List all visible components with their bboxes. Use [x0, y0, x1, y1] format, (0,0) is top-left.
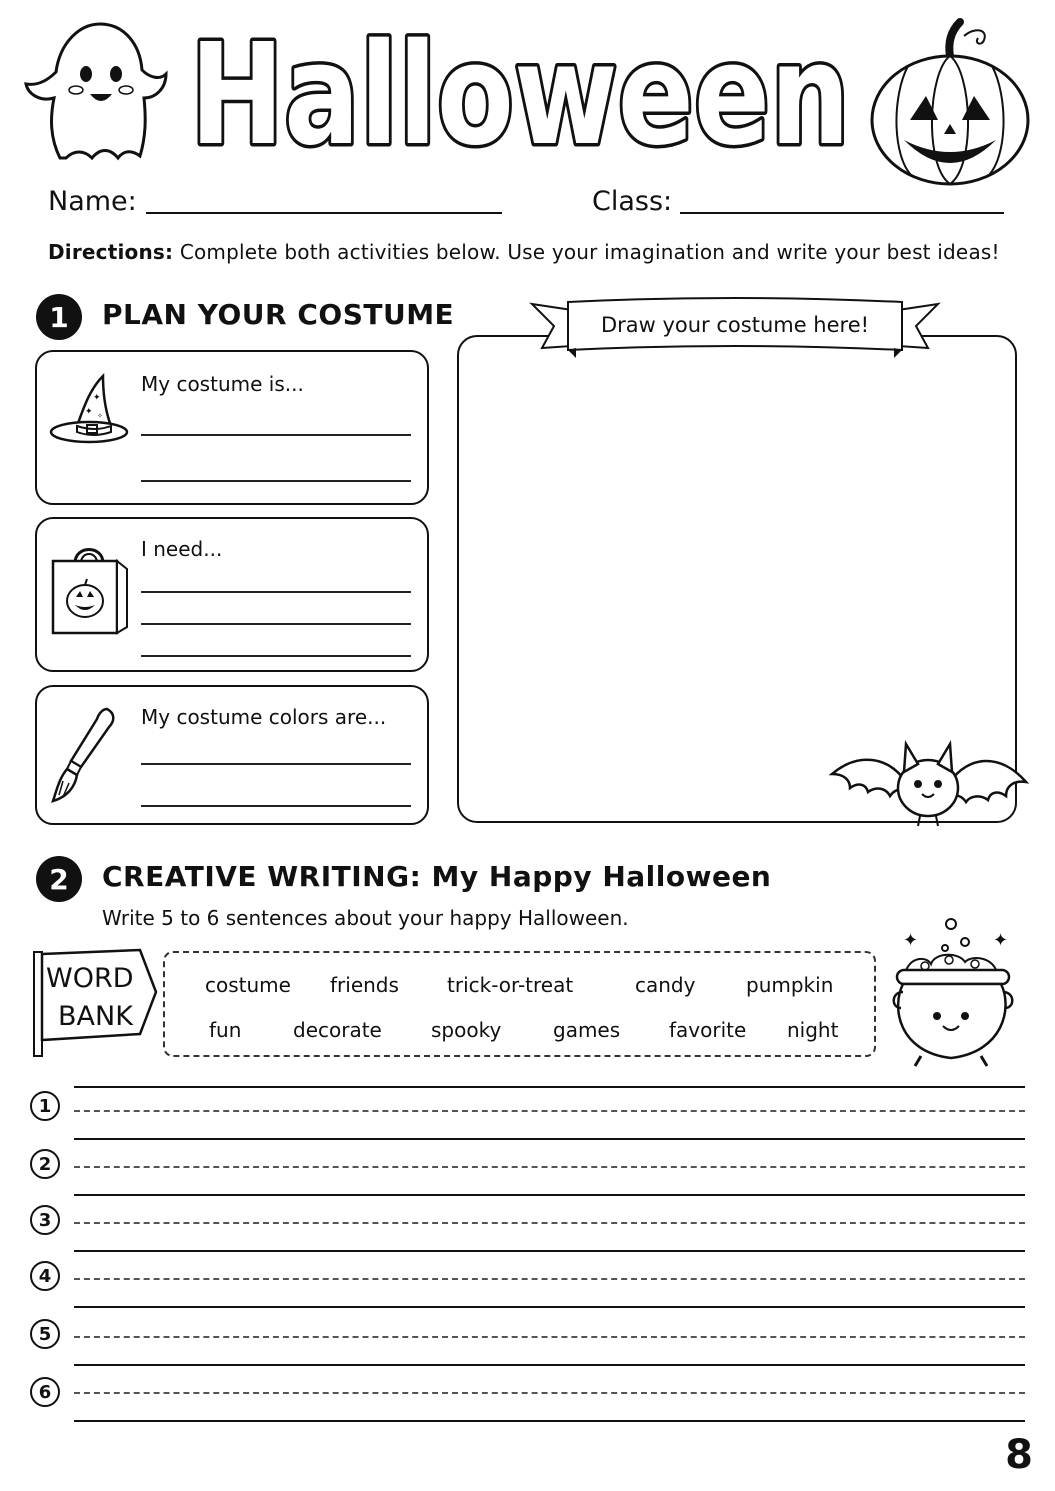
section-2-title	[102, 860, 771, 893]
page-number: 8	[1005, 1432, 1033, 1478]
line-number-badge: 4	[30, 1261, 60, 1291]
writing-line-6[interactable]	[30, 1366, 1025, 1422]
svg-text:✦: ✦	[93, 393, 101, 403]
word-bank-label-2: BANK	[58, 1001, 133, 1032]
costume-line-2[interactable]	[141, 480, 411, 482]
svg-text:Halloween: Halloween	[190, 14, 850, 177]
section-2-title-suffix: My Happy Halloween	[431, 860, 772, 893]
writing-line-4[interactable]	[30, 1252, 1025, 1308]
needs-line-2[interactable]	[141, 623, 411, 625]
word-bank-word: night	[787, 1018, 839, 1042]
line-number-badge: 5	[30, 1319, 60, 1349]
svg-text:✦: ✦	[903, 930, 919, 951]
ghost-icon	[20, 18, 168, 168]
jack-o-lantern-icon	[868, 16, 1033, 188]
writing-mid-line	[74, 1392, 1025, 1394]
word-bank-word: favorite	[669, 1018, 747, 1042]
costume-line-1[interactable]	[141, 434, 411, 436]
name-label: Name:	[48, 186, 137, 217]
colors-line-1[interactable]	[141, 763, 411, 765]
draw-banner-label: Draw your costume here!	[600, 313, 870, 337]
word-bank-label	[46, 960, 146, 1036]
svg-text:✦: ✦	[85, 407, 93, 417]
section-1-title: PLAN YOUR COSTUME	[102, 298, 455, 331]
page-title	[175, 8, 865, 183]
word-bank-word: decorate	[293, 1018, 382, 1042]
directions-label: Directions:	[48, 240, 174, 264]
writing-mid-line	[74, 1278, 1025, 1280]
cauldron-icon	[885, 912, 1025, 1072]
word-bank-word: pumpkin	[746, 973, 834, 997]
needs-card	[35, 517, 429, 672]
section-2-title-prefix: CREATIVE WRITING:	[102, 860, 422, 893]
writing-line-3[interactable]	[30, 1196, 1025, 1252]
name-field[interactable]	[146, 212, 502, 214]
word-bank-word: candy	[635, 973, 696, 997]
writing-line-2[interactable]	[30, 1140, 1025, 1196]
writing-base-line	[74, 1420, 1025, 1422]
word-bank-label-1: WORD	[46, 963, 134, 994]
section-1-number: 1	[36, 294, 82, 340]
writing-mid-line	[74, 1166, 1025, 1168]
word-bank-word: friends	[330, 973, 399, 997]
word-bank-word: trick-or-treat	[447, 973, 574, 997]
line-number-badge: 2	[30, 1149, 60, 1179]
bat-icon	[828, 738, 1028, 830]
word-bank-word: games	[553, 1018, 621, 1042]
line-number-badge: 6	[30, 1377, 60, 1407]
writing-instruction: Write 5 to 6 sentences about your happy Halloween.	[102, 906, 629, 930]
bag-icon	[47, 535, 131, 639]
writing-mid-line	[74, 1336, 1025, 1338]
writing-line-5[interactable]	[30, 1308, 1025, 1364]
word-bank-word: fun	[209, 1018, 242, 1042]
word-bank-word: costume	[205, 973, 291, 997]
line-number-badge: 3	[30, 1205, 60, 1235]
needs-line-1[interactable]	[141, 591, 411, 593]
colors-card	[35, 685, 429, 825]
paintbrush-icon	[47, 703, 121, 807]
colors-card-label: My costume colors are...	[141, 705, 387, 729]
writing-top-line	[74, 1086, 1025, 1088]
colors-line-2[interactable]	[141, 805, 411, 807]
needs-line-3[interactable]	[141, 655, 411, 657]
directions	[48, 240, 1000, 264]
needs-card-label: I need...	[141, 537, 223, 561]
costume-card	[35, 350, 429, 505]
writing-line-1[interactable]	[30, 1082, 1025, 1138]
svg-text:✧: ✧	[97, 412, 103, 420]
line-number-badge: 1	[30, 1091, 60, 1121]
writing-mid-line	[74, 1110, 1025, 1112]
class-label: Class:	[592, 186, 673, 217]
section-2-number: 2	[36, 856, 82, 902]
word-bank-word: spooky	[431, 1018, 502, 1042]
writing-mid-line	[74, 1222, 1025, 1224]
svg-text:✦: ✦	[993, 930, 1009, 951]
witch-hat-icon	[49, 370, 129, 450]
word-bank-box	[163, 951, 876, 1057]
directions-text: Complete both activities below. Use your imagination and write your best ideas!	[179, 240, 1000, 264]
costume-card-label: My costume is...	[141, 372, 304, 396]
class-field[interactable]	[680, 212, 1004, 214]
